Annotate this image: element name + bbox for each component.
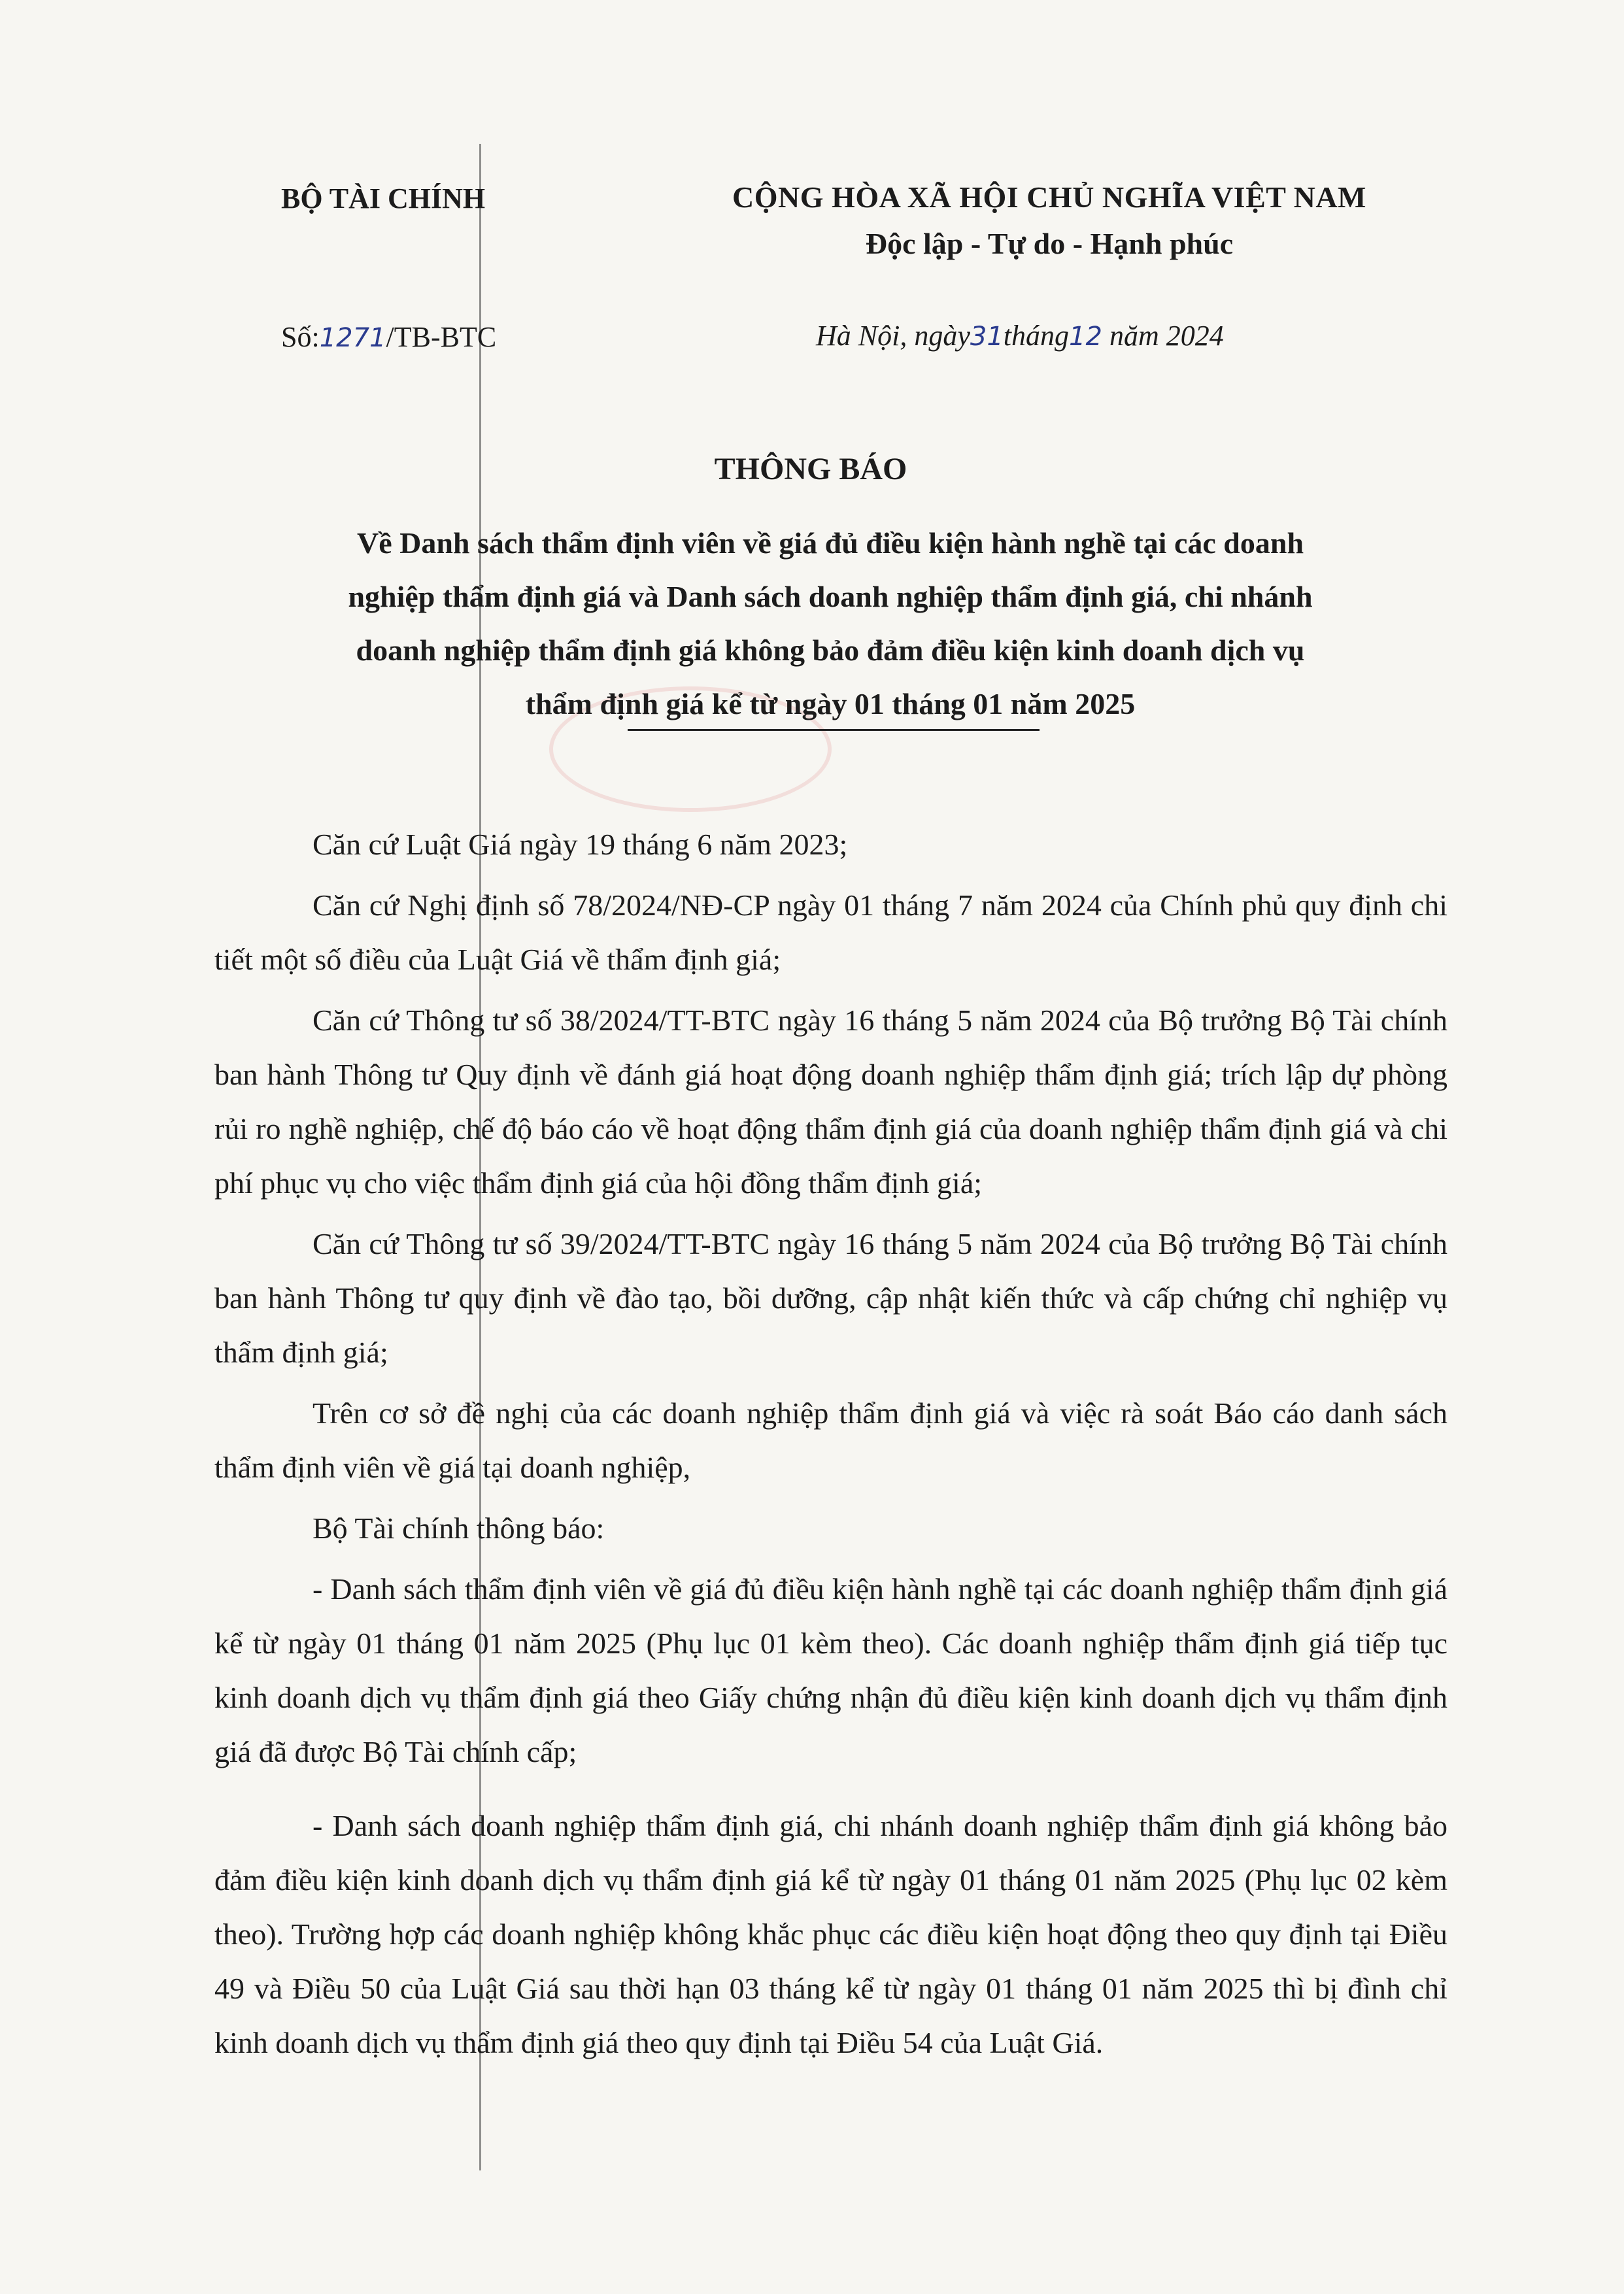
body-paragraph: Căn cứ Luật Giá ngày 19 tháng 6 năm 2023; xyxy=(313,828,848,861)
body-paragraph: Căn cứ Thông tư số 38/2024/TT-BTC ngày 16 tháng 5 năm 2024 của Bộ trưởng Bộ Tài chính ban hành Thông tư Quy định về đánh giá hoạt động doanh nghiệp thẩm định giá; trích lập dự phòng rủi ro nghề nghiệp, chế độ báo cáo về hoạt động thẩm định giá của doanh nghiệp thẩm định giá và chi phí phục vụ cho việc thẩm định giá của hội đồng thẩm định giá; xyxy=(214,1004,1447,1200)
issue-date xyxy=(816,319,1224,352)
national-motto: Độc lập - Tự do - Hạnh phúc xyxy=(865,227,1234,260)
document-subtitle xyxy=(216,516,1445,731)
doc-number-suffix: /TB-BTC xyxy=(386,321,497,353)
date-month-label: tháng xyxy=(1003,320,1070,352)
subtitle-line: Về Danh sách thẩm định viên về giá đủ điều kiện hành nghề tại các doanh xyxy=(356,526,1304,560)
subtitle-line: thẩm định giá kể từ ngày 01 tháng 01 năm 2025 xyxy=(525,687,1136,720)
subtitle-line: nghiệp thẩm định giá và Danh sách doanh nghiệp thẩm định giá, chi nhánh xyxy=(348,580,1313,613)
body-paragraph: Trên cơ sở đề nghị của các doanh nghiệp thẩm định giá và việc rà soát Báo cáo danh sách thẩm định viên về giá tại doanh nghiệp, xyxy=(214,1396,1447,1484)
date-month-handwritten: 12 xyxy=(1069,322,1102,352)
national-header xyxy=(673,180,1425,261)
date-day-handwritten: 31 xyxy=(970,322,1004,352)
document-body xyxy=(214,817,1447,2070)
body-paragraph: - Danh sách doanh nghiệp thẩm định giá, chi nhánh doanh nghiệp thẩm định giá không bảo đảm điều kiện kinh doanh dịch vụ thẩm định giá kể từ ngày 01 tháng 01 năm 2025 (Phụ lục 02 kèm theo). Trường hợp các doanh nghiệp không khắc phục các điều kiện hoạt động theo quy định tại Điều 49 và Điều 50 của Luật Giá sau thời hạn 03 tháng kể từ ngày 01 tháng 01 năm 2025 thì bị đình chỉ kinh doanh dịch vụ thẩm định giá theo quy định tại Điều 54 của Luật Giá. xyxy=(214,1809,1447,2059)
body-paragraph: Căn cứ Thông tư số 39/2024/TT-BTC ngày 16 tháng 5 năm 2024 của Bộ trưởng Bộ Tài chính ban hành Thông tư quy định về đào tạo, bồi dưỡng, cập nhật kiến thức và cấp chứng chỉ nghiệp vụ thẩm định giá; xyxy=(214,1227,1447,1369)
doc-number-prefix: Số: xyxy=(281,321,320,353)
ministry-name: BỘ TÀI CHÍNH xyxy=(281,182,486,214)
body-paragraph: Bộ Tài chính thông báo: xyxy=(313,1511,605,1545)
date-prefix: Hà Nội, ngày xyxy=(816,320,970,352)
doc-number-handwritten: 1271 xyxy=(319,323,386,353)
subtitle-line: doanh nghiệp thẩm định giá không bảo đảm điều kiện kinh doanh dịch vụ xyxy=(356,633,1305,667)
body-paragraph: Căn cứ Nghị định số 78/2024/NĐ-CP ngày 01 tháng 7 năm 2024 của Chính phủ quy định chi tiết một số điều của Luật Giá về thẩm định giá; xyxy=(214,888,1447,976)
document-number xyxy=(281,320,496,354)
document-title: THÔNG BÁO xyxy=(714,452,907,486)
nation-name: CỘNG HÒA XÃ HỘI CHỦ NGHĨA VIỆT NAM xyxy=(732,180,1366,214)
title-underline xyxy=(628,729,1040,731)
body-paragraph: - Danh sách thẩm định viên về giá đủ điều kiện hành nghề tại các doanh nghiệp thẩm định giá kể từ ngày 01 tháng 01 năm 2025 (Phụ lục 01 kèm theo). Các doanh nghiệp thẩm định giá tiếp tục kinh doanh dịch vụ thẩm định giá theo Giấy chứng nhận đủ điều kiện kinh doanh dịch vụ thẩm định giá đã được Bộ Tài chính cấp; xyxy=(214,1572,1447,1768)
date-year: năm 2024 xyxy=(1109,320,1224,352)
